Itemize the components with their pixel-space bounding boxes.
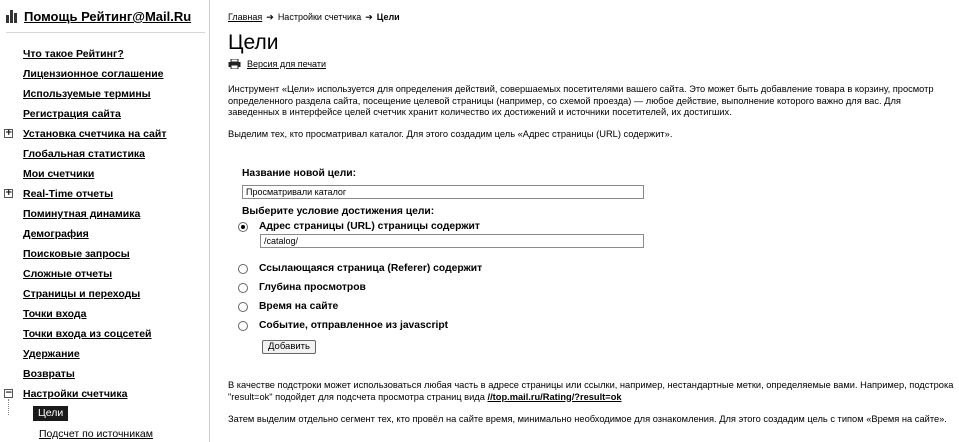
sidebar-item[interactable]	[0, 45, 210, 65]
sidebar-header	[6, 9, 191, 24]
radio-option-url[interactable]	[238, 221, 480, 232]
sidebar-item[interactable]	[0, 365, 210, 385]
page-title: Цели	[228, 31, 279, 54]
sidebar-item[interactable]	[0, 105, 210, 125]
expand-icon[interactable]: +	[5, 188, 13, 198]
sidebar-title-link[interactable]: Помощь Рейтинг@Mail.Ru	[24, 9, 192, 24]
sidebar-item[interactable]	[0, 185, 210, 205]
sidebar-item-label[interactable]: Поисковые запросы	[23, 248, 130, 260]
sidebar-item[interactable]	[0, 325, 210, 345]
breadcrumb-current: Цели	[376, 12, 400, 22]
sidebar-nav	[0, 45, 210, 442]
sidebar-item[interactable]	[0, 425, 210, 442]
radio-label: Адрес страницы (URL) страницы содержит	[259, 221, 480, 232]
sidebar-item-label[interactable]: Глобальная статистика	[23, 148, 146, 160]
radio-option-js-event[interactable]	[238, 320, 448, 331]
sidebar-item-label[interactable]: Установка счетчика на сайт	[23, 128, 167, 140]
expand-icon[interactable]: +	[5, 128, 13, 138]
sidebar-item[interactable]	[0, 385, 210, 405]
radio-option-time[interactable]	[238, 301, 338, 312]
breadcrumb-settings[interactable]: Настройки счетчика	[277, 12, 362, 22]
example-text: Выделим тех, кто просматривал каталог. Для этого создадим цель «Адрес страницы (URL) содержит».	[228, 129, 673, 139]
arrow-right-icon: ➔	[266, 12, 274, 22]
condition-label: Выберите условие достижения цели:	[242, 206, 435, 217]
sidebar	[0, 0, 210, 442]
radio-time-on-site[interactable]	[238, 302, 248, 312]
sidebar-item-label[interactable]: Точки входа из соцсетей	[23, 328, 152, 340]
sidebar-item[interactable]	[0, 305, 210, 325]
collapse-icon[interactable]: −	[5, 388, 13, 398]
new-goal-form	[242, 168, 662, 352]
print-version[interactable]	[228, 59, 326, 69]
sidebar-item[interactable]	[0, 265, 210, 285]
radio-label: Ссылающаяся страница (Referer) содержит	[259, 263, 483, 274]
example-url-link[interactable]: //top.mail.ru/Rating/?result=ok	[487, 391, 622, 402]
sidebar-item-label[interactable]: Поминутная динамика	[23, 208, 141, 220]
radio-label: Событие, отправленное из javascript	[259, 320, 449, 331]
radio-view-depth[interactable]	[238, 283, 248, 293]
sidebar-item[interactable]	[0, 65, 210, 85]
radio-label: Глубина просмотров	[259, 282, 366, 293]
sidebar-item-label[interactable]: Что такое Рейтинг?	[23, 48, 124, 60]
arrow-right-icon: ➔	[365, 12, 373, 22]
sidebar-item[interactable]	[0, 245, 210, 265]
sidebar-divider	[6, 32, 205, 33]
sidebar-item[interactable]	[0, 85, 210, 105]
note-text	[228, 380, 954, 403]
sidebar-item[interactable]	[0, 165, 210, 185]
sidebar-item-label[interactable]: Настройки счетчика	[23, 388, 128, 400]
radio-option-depth[interactable]	[238, 282, 366, 293]
sidebar-item-label[interactable]: Цели	[33, 406, 68, 421]
sidebar-item[interactable]	[0, 225, 210, 245]
add-goal-button[interactable]: Добавить	[262, 340, 316, 354]
radio-label: Время на сайте	[259, 301, 339, 312]
sidebar-item[interactable]	[0, 125, 210, 145]
note-body: В качестве подстроки может использоваться любая часть в адресе страницы или ссылки, например, нестандартные метки, определяемые вами. Например, подстрока "result=ok" подойдет для подсчета просмотра страниц вида	[228, 380, 954, 402]
sidebar-item[interactable]	[0, 345, 210, 365]
sidebar-item-label[interactable]: Демография	[23, 228, 89, 240]
sidebar-item-label[interactable]: Подсчет по источникам	[39, 428, 153, 440]
sidebar-item-label[interactable]: Real-Time отчеты	[23, 188, 114, 200]
bar-chart-icon	[6, 10, 18, 23]
sidebar-item[interactable]	[0, 205, 210, 225]
radio-js-event[interactable]	[238, 321, 248, 331]
sidebar-item-label[interactable]: Регистрация сайта	[23, 108, 121, 120]
goal-name-label: Название новой цели:	[242, 168, 357, 179]
radio-referer-contains[interactable]	[238, 264, 248, 274]
sidebar-item-label[interactable]: Сложные отчеты	[23, 268, 113, 280]
sidebar-item-goals-active[interactable]	[0, 405, 210, 425]
sidebar-item-label[interactable]: Мои счетчики	[23, 168, 95, 180]
radio-url-contains[interactable]	[238, 222, 248, 232]
breadcrumb	[228, 12, 400, 23]
intro-text: Инструмент «Цели» используется для определения действий, совершаемых посетителями вашего сайта. Это может быть добавление товара в корзину, просмотр определенного раздела сайта, посещение целевой страницы (например, со схемой проезда) — любое действие, выполнение которого важно для вас. Для заведенных в интерфейсе целей счетчик хранит количество их достижений и источники посетителей, их достигших.	[228, 84, 934, 117]
goal-name-input[interactable]: Просматривали каталог	[242, 185, 644, 199]
note2-text: Затем выделим отдельно сегмент тех, кто провёл на сайте время, минимально необходимое для ознакомления. Для этого создадим цель с типом «Время на сайте».	[228, 414, 947, 424]
sidebar-item-label[interactable]: Возвраты	[23, 368, 75, 380]
sidebar-item-label[interactable]: Лицензионное соглашение	[23, 68, 164, 80]
breadcrumb-home-link[interactable]: Главная	[228, 12, 263, 22]
radio-option-referer[interactable]	[238, 263, 482, 274]
printer-icon	[228, 59, 241, 69]
sidebar-item-label[interactable]: Страницы и переходы	[23, 288, 141, 300]
sidebar-item-label[interactable]: Точки входа	[23, 308, 87, 320]
sidebar-item-label[interactable]: Используемые термины	[23, 88, 151, 100]
sidebar-item-label[interactable]: Удержание	[23, 348, 80, 360]
print-version-link[interactable]: Версия для печати	[247, 59, 327, 69]
url-contains-input[interactable]: /catalog/	[260, 234, 644, 248]
sidebar-item[interactable]	[0, 285, 210, 305]
sidebar-item[interactable]	[0, 145, 210, 165]
